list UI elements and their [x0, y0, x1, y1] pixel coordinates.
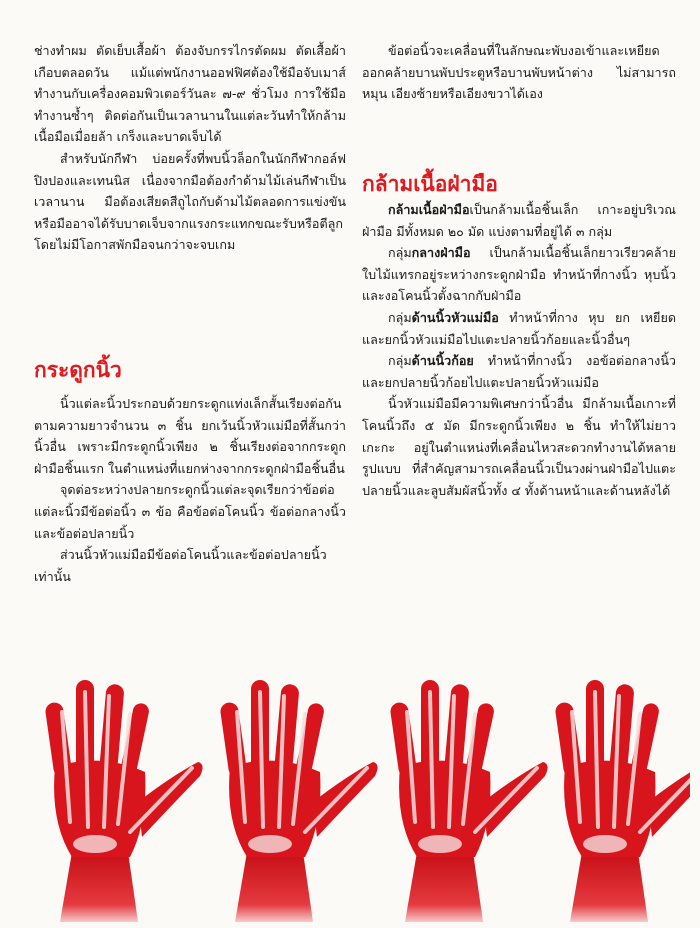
hands-svg — [20, 672, 690, 922]
text: กลุ่ม — [388, 353, 412, 369]
paragraph: นิ้วหัวแม่มือมีความพิเศษกว่านิ้วอื่น มีกล้ามเนื้อเกาะที่โคนนิ้วถึง ๕ มัด มีกระดูกนิ้วเพียง ๒ ชิ้น ทำให้ไม่ยาวเกะกะ อยู่ในตำแหน่งที่เคลื่อนไหวสะดวกทำงานได้หลายรูปแบบ ที่สำคัญสามารถเคลื่อนนิ้วเป็นวงผ่านฝ่ามือไปแตะปลายนิ้วและลูบสัมผัสนิ้วทั้ง ๔ ทั้งด้านหน้าและด้านหลังได้ — [362, 396, 676, 498]
hand-anatomy-icon — [44, 680, 202, 922]
paragraph: สำหรับนักกีฬา บ่อยครั้งที่พบนิ้วล็อกในนักกีฬากอล์ฟ ปิงปองและเทนนิส เนื่องจากมือต้องกำด้ามไม้เล่นกีฬาเป็นเวลานาน มือต้องเสียดสีถูไถกับด้ามไม้ตลอดการแข่งขัน หรือมืออาจได้รับบาดเจ็บจากแรงกระแทกขณะรับหรือตีลูกโดยไม่มีโอกาสพักมือจนกว่าจะจบเกม — [34, 150, 346, 253]
hand-anatomy-icon — [389, 680, 547, 922]
hand-illustrations — [20, 672, 690, 922]
right-column-intro — [362, 40, 676, 105]
text: กลุ่ม — [388, 309, 412, 325]
text: กลุ่ม — [388, 245, 412, 261]
paragraph: ช่างทำผม ตัดเย็บเสื้อผ้า ต้องจับกรรไกรตัดผม ตัดเสื้อผ้าเกือบตลอดวัน แม้แต่พนักงานออฟฟิศต้องใช้มือจับเมาส์ทำงานกับเครื่องคอมพิวเตอร์วันละ ๗-๙ ชั่วโมง การใช้มือทำงานซ้ำๆ ติดต่อกันเป็นเวลานานในแต่ละวันทำให้กล้ามเนื้อมือเมื่อยล้า เกร็งและบาดเจ็บได้ — [34, 43, 346, 145]
paragraph — [362, 350, 676, 393]
text: เป็นกล้ามเนื้อชิ้นเล็ก เกาะอยู่บริเวณฝ่ามือ มีทั้งหมด ๒๐ มัด แบ่งตามที่อยู่ได้ ๓ กลุ่ม — [362, 202, 676, 239]
text: เป็นกล้ามเนื้อชิ้นเล็กยาวเรียวคล้ายใบไม้แทรกอยู่ระหว่างกระดูกฝ่ามือ ทำหน้าที่กางนิ้ว หุบนิ้วและงอโคนนิ้วตั้งฉากกับฝ่ามือ — [362, 245, 676, 304]
paragraph: ข้อต่อนิ้วจะเคลื่อนที่ในลักษณะพับงอเข้าและเหยียดออกคล้ายบานพับประตูหรือบานพับหน้าต่าง ไม่สามารถหมุน เอียงซ้ายหรือเอียงขวาได้เอง — [362, 43, 676, 102]
right-column-palm-muscles — [362, 199, 676, 501]
text: ทำหน้าที่กาง หุบ ยก เหยียด และยกนิ้วหัวแม่มือไปแตะปลายนิ้วก้อยและนิ้วอื่นๆ — [362, 309, 676, 347]
section-heading-palm-muscles: กล้ามเนื้อฝ่ามือ — [362, 172, 498, 196]
section-heading-finger-bones: กระดูกนิ้ว — [34, 358, 122, 382]
left-column-finger-bones — [34, 393, 346, 587]
hand-anatomy-icon — [219, 680, 377, 922]
bold-term: ด้านนิ้วก้อย — [411, 353, 474, 369]
text: ทำหน้าที่กางนิ้ว งอข้อต่อกลางนิ้ว และยกปลายนิ้วก้อยไปแตะปลายนิ้วหัวแม่มือ — [362, 353, 676, 390]
bold-term: ด้านนิ้วหัวแม่มือ — [411, 309, 499, 325]
bold-term: กลางฝ่ามือ — [411, 245, 471, 261]
paragraph: นิ้วแต่ละนิ้วประกอบด้วยกระดูกแท่งเล็กสั้นเรียงต่อกันตามความยาวจำนวน ๓ ชิ้น ยกเว้นนิ้วหัวแม่มือที่สั้นกว่านิ้วอื่น เพราะมีกระดูกนิ้วเพียง ๒ ชิ้นเรียงต่อจากกระดูกฝ่ามือชิ้นแรก ในตำแหน่งที่แยกห่างจากกระดูกฝ่ามือชิ้นอื่น — [34, 396, 346, 476]
paragraph — [362, 199, 676, 242]
paragraph: จุดต่อระหว่างปลายกระดูกนิ้วแต่ละจุดเรียกว่าข้อต่อ แต่ละนิ้วมีข้อต่อนิ้ว ๓ ข้อ คือข้อต่อโคนนิ้ว ข้อต่อกลางนิ้ว และข้อต่อปลายนิ้ว — [34, 482, 346, 541]
paragraph — [362, 307, 676, 350]
bold-term: กล้ามเนื้อฝ่ามือ — [388, 202, 470, 217]
paragraph: ส่วนนิ้วหัวแม่มือมีข้อต่อโคนนิ้วและข้อต่อปลายนิ้วเท่านั้น — [34, 547, 327, 584]
paragraph — [362, 242, 676, 307]
left-column-intro — [34, 40, 346, 256]
hand-anatomy-icon — [554, 680, 690, 922]
